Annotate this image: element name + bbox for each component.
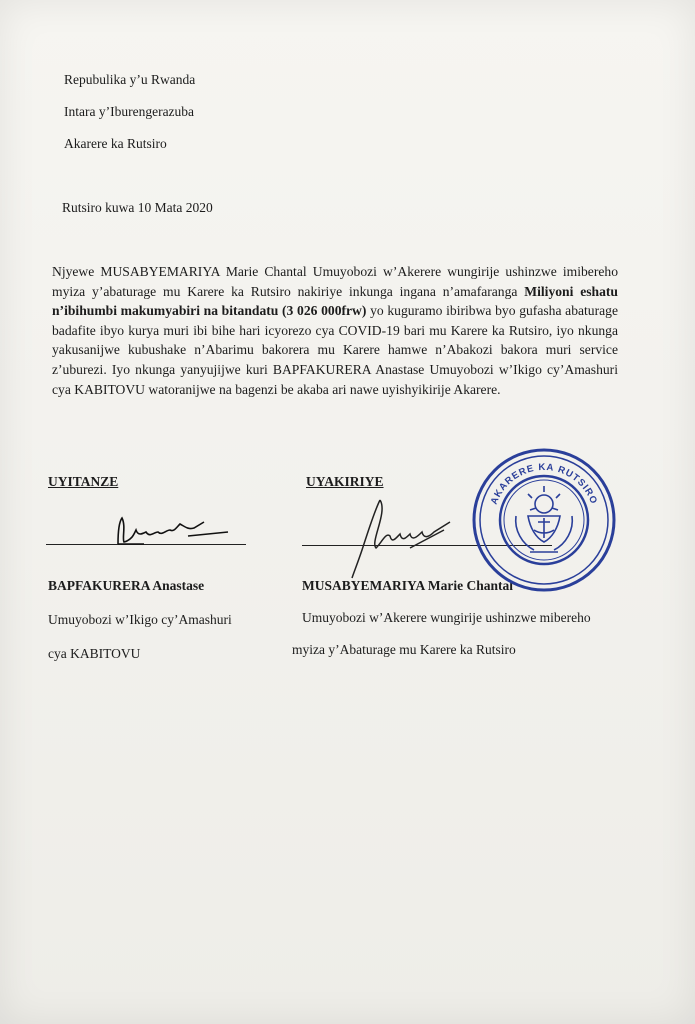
seal-text: AKARERE KA RUTSIRO <box>488 461 600 507</box>
receiver-heading: UYAKIRIYE <box>306 474 384 489</box>
receiver-role-line1: Umuyobozi w’Akerere wungirije ushinzwe mibereho <box>302 610 591 625</box>
header-country: Repubulika y’u Rwanda <box>64 72 196 87</box>
receiver-name: MUSABYEMARIYA Marie Chantal <box>302 578 514 593</box>
body-text-part2: yo kuguramo ibiribwa byo gufasha abaturage badafite ibyo kurya muri ibi bihe hari icyorezo cya COVID-19 bari mu Karere ka Rutsiro, iyo nkunga yakusanijwe kubushake n’Abarimu bakorera mu Karere hamwe n’Abakozi bakora muri service z’uburezi. Iyo nkunga yanyujijwe kuri BAPFAKURERA Anastase Umuyobozi w’Ikigo cy’Amashuri cya KABITOVU watoranijwe na bagenzi be akaba ari nawe uyishyikirije Akarere. <box>52 303 618 397</box>
official-seal <box>470 446 618 594</box>
coat-of-arms-icon <box>516 486 573 552</box>
header-province: Intara y’Iburengerazuba <box>64 104 195 119</box>
body-text-part1: Njyewe MUSABYEMARIYA Marie Chantal Umuyobozi w’Akerere wungirije ushinzwe imibereho myiza y’abaturage mu Karere ka Rutsiro nakiriye inkunga ingana n’amafaranga <box>52 264 618 299</box>
date-line: Rutsiro kuwa 10 Mata 2020 <box>62 200 213 215</box>
giver-signature <box>104 508 234 554</box>
giver-role-line2: cya KABITOVU <box>48 646 141 661</box>
amount-text: Miliyoni eshatu n’ibihumbi makumyabiri na bitandatu (3 026 000frw) <box>52 283 618 319</box>
receiver-role-line2: myiza y’Abaturage mu Karere ka Rutsiro <box>292 642 516 657</box>
header-district: Akarere ka Rutsiro <box>64 136 167 151</box>
giver-heading: UYITANZE <box>48 474 119 489</box>
giver-role-line1: Umuyobozi w’Ikigo cy’Amashuri <box>48 612 232 627</box>
body-paragraph <box>52 262 618 399</box>
receiver-signature <box>340 492 480 582</box>
giver-name: BAPFAKURERA Anastase <box>48 578 205 593</box>
